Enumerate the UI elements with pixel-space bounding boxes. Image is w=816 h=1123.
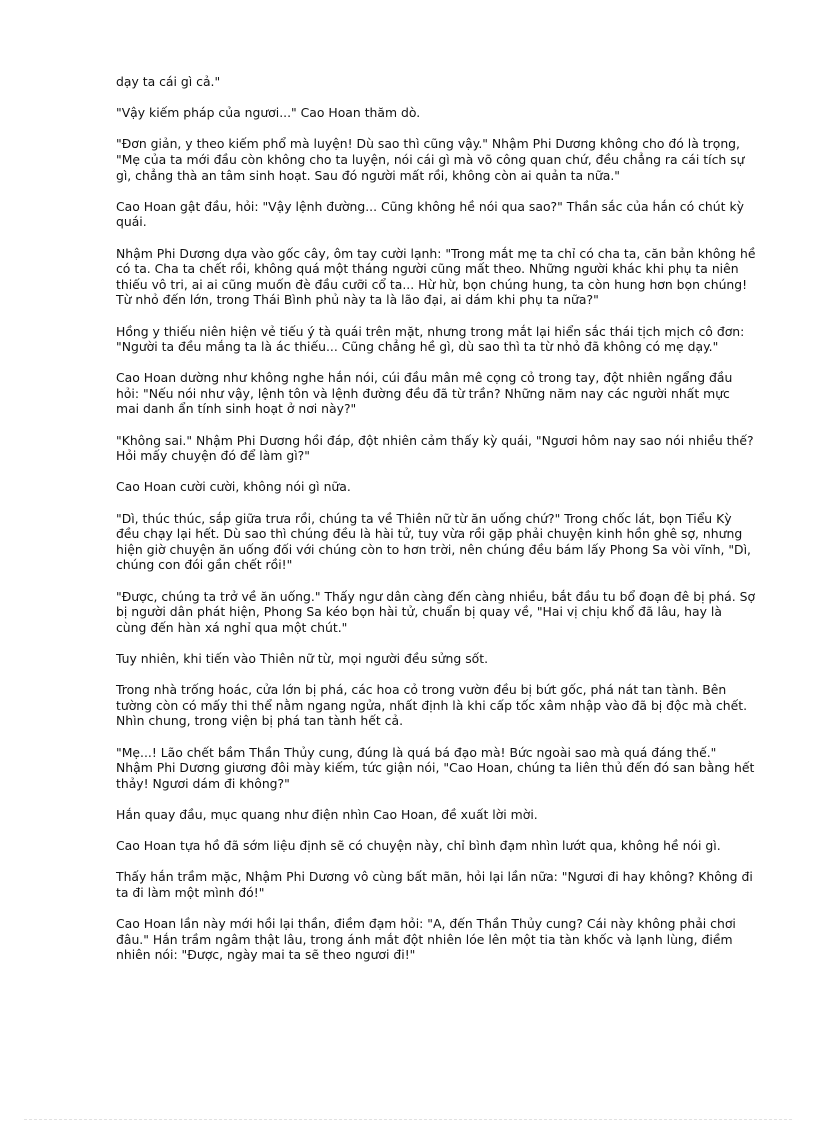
paragraph-7: Cao Hoan dường như không nghe hắn nói, cúi đầu mân mê cọng cỏ trong tay, đột nhiên ngẩng đầu hỏi: "Nếu nói như vậy, lệnh tôn và lệnh đường đều đã từ trần? Những năm nay các người nhất mực mai danh ẩn tính sinh hoạt ở nơi này?" <box>116 370 733 417</box>
paragraph-13: Trong nhà trống hoác, cửa lớn bị phá, các hoa cỏ trong vườn đều bị bứt gốc, phá nát tan tành. Bên tường còn có mấy thi thể nằm ngang ngửa, nhất định là khi cấp tốc xâm nhập vào đã bị độc mà chết. Nhìn chung, trong viện bị phá tan tành hết cả. <box>116 682 748 729</box>
paragraph-16: Cao Hoan tựa hồ đã sớm liệu định sẽ có chuyện này, chỉ bình đạm nhìn lướt qua, không hề nói gì. <box>116 838 721 854</box>
paragraph-18: Cao Hoan lần này mới hồi lại thần, điềm đạm hỏi: "A, đến Thần Thủy cung? Cái này không phải chơi đâu." Hắn trầm ngâm thật lâu, trong ánh mắt đột nhiên lóe lên một tia tàn khốc và lạnh lùng, điềm nhiên nói: "Được, ngày mai ta sẽ theo ngươi đi!" <box>116 916 736 963</box>
paragraph-4: Cao Hoan gật đầu, hỏi: "Vậy lệnh đường... Cũng không hề nói qua sao?" Thần sắc của hắn có chút kỳ quái. <box>116 198 744 230</box>
paragraph-2: "Vậy kiếm pháp của ngươi..." Cao Hoan thăm dò. <box>116 105 421 121</box>
paragraph-9: Cao Hoan cười cười, không nói gì nữa. <box>116 479 351 495</box>
paragraph-6: Hồng y thiếu niên hiện vẻ tiếu ý tà quái trên mặt, nhưng trong mắt lại hiển sắc thái tịch mịch cô đơn: "Người ta đều mắng ta là ác thiếu... Cũng chẳng hề gì, dù sao thì ta từ nhỏ đã không có mẹ dạy." <box>116 323 745 355</box>
paragraph-1: dạy ta cái gì cả." <box>116 74 221 89</box>
paragraph-10: "Dì, thúc thúc, sắp giữa trưa rồi, chúng ta về Thiên nữ từ ăn uống chứ?" Trong chốc lát, bọn Tiểu Kỳ đều chạy lại hết. Dù sao thì chúng đều là hài tử, tuy vừa rồi gặp phải chuyện kinh hồn ghê sợ, nhưng hiện giờ chuyện ăn uống đối với chúng còn to hơn trời, nên chúng đều bám lấy Phong Sa vòi vĩnh, "Dì, chúng con đói gần chết rồi!" <box>116 510 751 573</box>
paragraph-12: Tuy nhiên, khi tiến vào Thiên nữ từ, mọi người đều sửng sốt. <box>116 650 489 666</box>
document-page <box>116 74 756 978</box>
paragraph-3: "Đơn giản, y theo kiếm phổ mà luyện! Dù sao thì cũng vậy." Nhậm Phi Dương không cho đó là trọng, "Mẹ của ta mới đầu còn không cho ta luyện, nói cái gì mà võ công quan chứ, đều chẳng ra cái tích sự gì, chẳng thà an tâm sinh hoạt. Sau đó người mất rồi, không còn ai quản ta nữa." <box>116 136 745 183</box>
paragraph-11: "Được, chúng ta trở về ăn uống." Thấy ngư dân càng đến càng nhiều, bắt đầu tu bổ đoạn đê bị phá. Sợ bị người dân phát hiện, Phong Sa kéo bọn hài tử, chuẩn bị quay về, "Hai vị chịu khổ đã lâu, hay là cùng đến hàn xá nghỉ qua một chút." <box>116 588 756 635</box>
paragraph-14: "Mẹ...! Lão chết bầm Thần Thủy cung, đúng là quá bá đạo mà! Bức ngoài sao mà quá đáng thế." Nhậm Phi Dương giương đôi mày kiếm, tức giận nói, "Cao Hoan, chúng ta liên thủ đến đó san bằng hết thảy! Ngươi dám đi không?" <box>116 744 755 791</box>
paragraph-8: "Không sai." Nhậm Phi Dương hồi đáp, đột nhiên cảm thấy kỳ quái, "Ngươi hôm nay sao nói nhiều thế? Hỏi mấy chuyện đó để làm gì?" <box>116 432 754 464</box>
page-bottom-rule <box>24 1119 792 1120</box>
paragraph-5: Nhậm Phi Dương dựa vào gốc cây, ôm tay cười lạnh: "Trong mắt mẹ ta chỉ có cha ta, căn bản không hề có ta. Cha ta chết rồi, không quá một tháng người cũng mất theo. Những người khác khi phụ ta niên thiếu vô tri, ai ai cũng muốn đè đầu cưỡi cổ ta... Hừ hừ, bọn chúng hung, ta còn hung hơn bọn chúng! Từ nhỏ đến lớn, trong Thái Bình phủ này ta là lão đại, ai dám khi phụ ta nữa?" <box>116 245 756 308</box>
paragraph-15: Hắn quay đầu, mục quang như điện nhìn Cao Hoan, đề xuất lời mời. <box>116 806 538 822</box>
paragraph-17: Thấy hắn trầm mặc, Nhậm Phi Dương vô cùng bất mãn, hỏi lại lần nữa: "Ngươi đi hay không? Không đi ta đi làm một mình đó!" <box>116 869 753 900</box>
